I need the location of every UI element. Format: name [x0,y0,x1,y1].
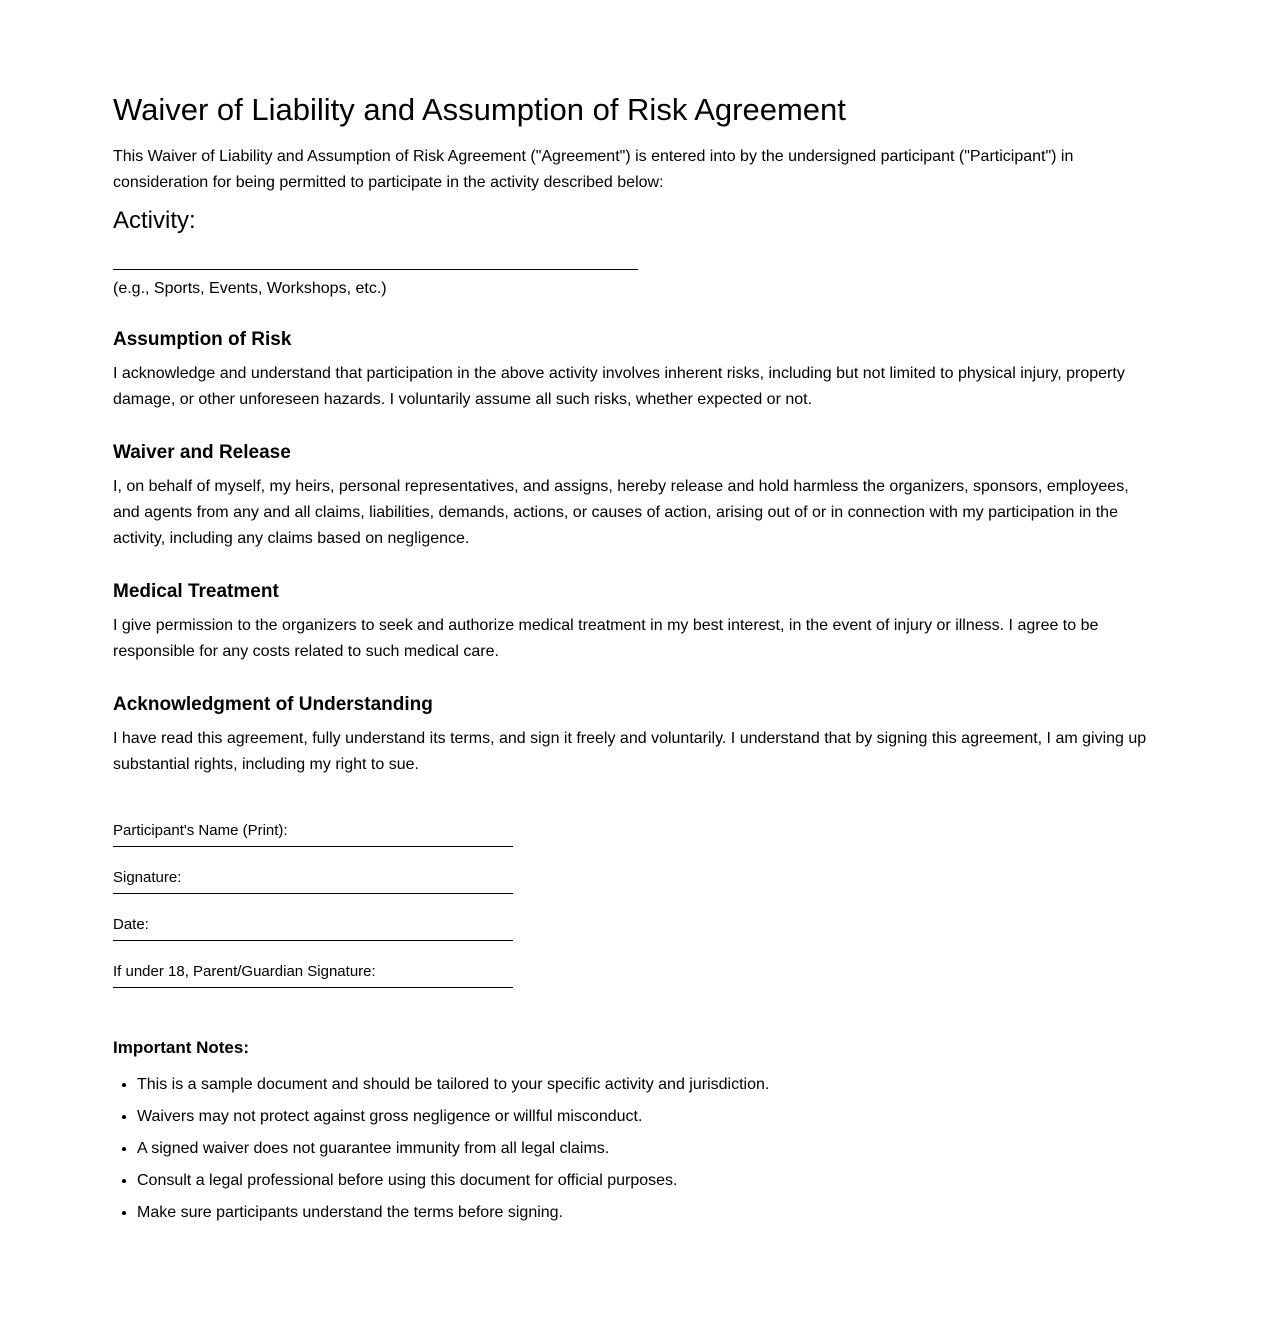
field-label: Date: [113,915,149,933]
list-item: • Waivers may not protect against gross negligence or willful misconduct. [137,1107,1153,1127]
intro-paragraph: This Waiver of Liability and Assumption of Risk Agreement ("Agreement") is entered into by the undersigned participant ("Participant") in consideration for being permitted to participate in the activity described below: [113,148,1074,191]
section-heading: Medical Treatment [113,581,279,603]
section-body: I have read this agreement, fully understand its terms, and sign it freely and voluntarily. I understand that by signing this agreement, I am giving up substantial rights, including my right to sue. [113,730,1147,773]
activity-fill-line[interactable] [113,269,638,270]
field-label: Participant's Name (Print): [113,821,288,839]
list-item: • Consult a legal professional before using this document for official purposes. [137,1171,1153,1191]
section-acknowledgment [113,692,1153,777]
list-item: • A signed waiver does not guarantee immunity from all legal claims. [137,1139,1153,1159]
section-heading: Assumption of Risk [113,329,292,351]
section-medical-treatment [113,579,1153,664]
document-title: Waiver of Liability and Assumption of Risk Agreement [113,92,846,127]
section-body: I give permission to the organizers to seek and authorize medical treatment in my best interest, in the event of injury or illness. I agree to be responsible for any costs related to such medical care. [113,617,1099,660]
date-field[interactable] [113,916,513,941]
signature-block [113,822,513,988]
list-item: • Make sure participants understand the terms before signing. [137,1203,1153,1223]
participant-name-field[interactable] [113,822,513,847]
important-notes [113,1036,1153,1223]
notes-list [113,1075,1153,1223]
field-label: If under 18, Parent/Guardian Signature: [113,962,376,980]
section-body: I, on behalf of myself, my heirs, personal representatives, and assigns, hereby release and hold harmless the organizers, sponsors, employees, and agents from any and all claims, liabilities, demands, actions, or causes of action, arising out of or in connection with my participation in the activity, including any claims based on negligence. [113,478,1129,547]
activity-hint: (e.g., Sports, Events, Workshops, etc.) [113,280,387,298]
list-item: • This is a sample document and should be tailored to your specific activity and jurisdiction. [137,1075,1153,1095]
section-assumption-of-risk [113,327,1153,412]
notes-heading: Important Notes: [113,1037,249,1057]
section-heading: Acknowledgment of Understanding [113,694,433,716]
signature-field[interactable] [113,869,513,894]
section-heading: Waiver and Release [113,442,291,464]
section-body: I acknowledge and understand that participation in the above activity involves inherent risks, including but not limited to physical injury, property damage, or other unforeseen hazards. I voluntarily assume all such risks, whether expected or not. [113,365,1125,408]
field-label: Signature: [113,868,182,886]
guardian-signature-field[interactable] [113,963,513,988]
section-waiver-and-release [113,440,1153,551]
activity-heading: Activity: [113,207,196,235]
